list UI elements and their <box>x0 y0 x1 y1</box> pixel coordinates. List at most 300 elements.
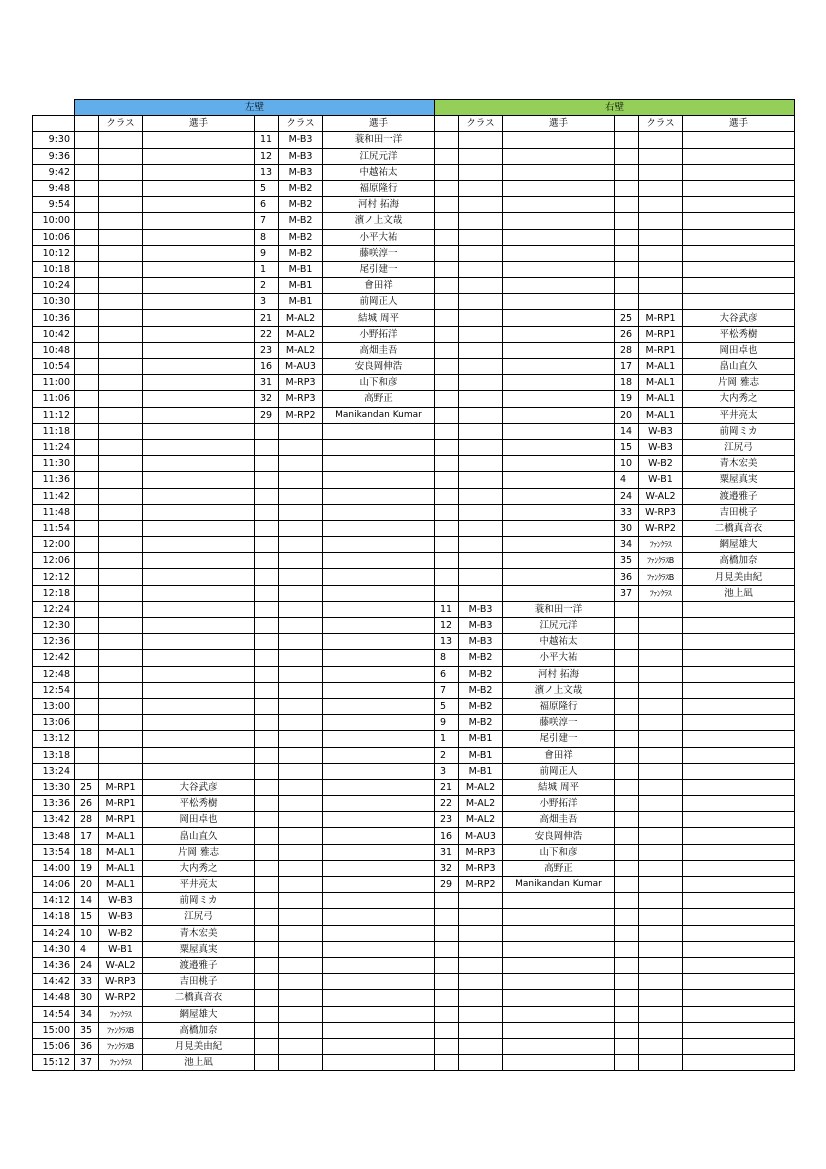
player-cell <box>323 731 435 747</box>
class-cell <box>639 715 683 731</box>
entry-number-cell <box>615 957 639 973</box>
player-header: 選手 <box>323 116 435 132</box>
entry-number-cell <box>615 229 639 245</box>
entry-number-cell: 7 <box>435 682 459 698</box>
class-cell: M-RP1 <box>639 342 683 358</box>
class-header: クラス <box>639 116 683 132</box>
class-cell <box>279 569 323 585</box>
entry-number-cell: 33 <box>75 974 99 990</box>
time-cell: 12:48 <box>33 666 75 682</box>
player-cell: 高畑圭吾 <box>323 342 435 358</box>
entry-number-cell <box>615 828 639 844</box>
entry-number-cell: 21 <box>255 310 279 326</box>
class-cell <box>99 553 143 569</box>
player-cell: 岡田卓也 <box>143 812 255 828</box>
entry-number-cell: 28 <box>75 812 99 828</box>
time-cell: 14:00 <box>33 860 75 876</box>
entry-number-cell <box>75 520 99 536</box>
entry-number-cell <box>75 715 99 731</box>
entry-number-cell <box>255 1006 279 1022</box>
time-cell: 10:00 <box>33 213 75 229</box>
time-cell: 15:12 <box>33 1055 75 1071</box>
table-row <box>33 1006 795 1022</box>
class-cell <box>639 747 683 763</box>
player-cell <box>683 990 795 1006</box>
class-cell: M-AL1 <box>639 375 683 391</box>
player-cell: 大谷武彦 <box>683 310 795 326</box>
player-cell <box>143 618 255 634</box>
time-cell: 11:12 <box>33 407 75 423</box>
player-cell <box>143 698 255 714</box>
class-cell: W-RP2 <box>99 990 143 1006</box>
class-cell: M-B3 <box>279 164 323 180</box>
table-row <box>33 132 795 148</box>
time-cell: 10:06 <box>33 229 75 245</box>
entry-number-cell <box>255 779 279 795</box>
class-cell <box>639 1006 683 1022</box>
player-cell <box>683 229 795 245</box>
entry-number-cell <box>255 990 279 1006</box>
entry-number-cell <box>255 796 279 812</box>
player-cell: 大谷武彦 <box>143 779 255 795</box>
entry-number-cell <box>75 472 99 488</box>
entry-number-cell <box>255 1055 279 1071</box>
class-cell <box>279 796 323 812</box>
class-cell <box>279 650 323 666</box>
time-cell: 12:06 <box>33 553 75 569</box>
class-cell: M-RP3 <box>459 844 503 860</box>
class-cell: M-AL2 <box>459 812 503 828</box>
player-cell <box>503 553 615 569</box>
time-cell: 11:24 <box>33 439 75 455</box>
class-cell <box>639 796 683 812</box>
player-cell <box>323 601 435 617</box>
class-cell: M-AL2 <box>459 796 503 812</box>
player-cell <box>503 1055 615 1071</box>
entry-number-cell <box>75 456 99 472</box>
class-cell <box>639 180 683 196</box>
player-cell <box>143 585 255 601</box>
table-row <box>33 180 795 196</box>
player-cell <box>143 488 255 504</box>
class-cell: M-AL1 <box>639 407 683 423</box>
entry-number-cell <box>435 520 459 536</box>
table-row <box>33 245 795 261</box>
player-header: 選手 <box>683 116 795 132</box>
class-cell: M-AL1 <box>99 860 143 876</box>
class-cell: ﾌｧﾝｸﾗｽB <box>639 553 683 569</box>
table-row <box>33 148 795 164</box>
player-cell: 畠山直久 <box>143 828 255 844</box>
number-header <box>255 116 279 132</box>
time-cell: 15:00 <box>33 1022 75 1038</box>
entry-number-cell <box>435 472 459 488</box>
class-cell <box>639 828 683 844</box>
table-row <box>33 796 795 812</box>
entry-number-cell <box>255 618 279 634</box>
player-cell <box>323 925 435 941</box>
player-cell <box>143 553 255 569</box>
class-cell <box>99 488 143 504</box>
entry-number-cell: 8 <box>435 650 459 666</box>
entry-number-cell <box>435 342 459 358</box>
player-cell <box>683 132 795 148</box>
entry-number-cell <box>75 585 99 601</box>
player-cell: 藤咲淳一 <box>323 245 435 261</box>
table-row <box>33 1038 795 1054</box>
player-cell: 畠山直久 <box>683 359 795 375</box>
class-cell: M-RP2 <box>279 407 323 423</box>
entry-number-cell: 20 <box>75 877 99 893</box>
entry-number-cell <box>255 553 279 569</box>
player-cell <box>323 472 435 488</box>
class-cell: M-AL2 <box>279 326 323 342</box>
time-cell: 11:48 <box>33 504 75 520</box>
entry-number-cell <box>435 941 459 957</box>
player-cell <box>323 860 435 876</box>
class-cell <box>459 310 503 326</box>
player-cell <box>683 828 795 844</box>
entry-number-cell <box>435 310 459 326</box>
wall-header-row <box>33 100 795 116</box>
table-row <box>33 957 795 973</box>
entry-number-cell <box>255 472 279 488</box>
entry-number-cell <box>255 634 279 650</box>
player-cell <box>683 747 795 763</box>
class-cell <box>279 472 323 488</box>
entry-number-cell <box>75 342 99 358</box>
time-cell: 14:42 <box>33 974 75 990</box>
table-row <box>33 391 795 407</box>
time-cell: 11:00 <box>33 375 75 391</box>
player-cell <box>503 375 615 391</box>
class-cell: M-B2 <box>459 650 503 666</box>
class-cell <box>279 779 323 795</box>
table-row <box>33 925 795 941</box>
table-row <box>33 197 795 213</box>
player-cell <box>683 682 795 698</box>
class-cell <box>99 569 143 585</box>
player-cell <box>503 423 615 439</box>
player-cell <box>503 1006 615 1022</box>
entry-number-cell: 15 <box>75 909 99 925</box>
class-cell <box>639 278 683 294</box>
entry-number-cell <box>435 278 459 294</box>
entry-number-cell <box>75 504 99 520</box>
class-cell: ﾌｧﾝｸﾗｽ <box>639 537 683 553</box>
entry-number-cell: 17 <box>615 359 639 375</box>
player-cell <box>503 326 615 342</box>
player-cell <box>143 180 255 196</box>
class-cell <box>639 909 683 925</box>
entry-number-cell: 22 <box>255 326 279 342</box>
time-cell: 13:48 <box>33 828 75 844</box>
entry-number-cell: 3 <box>435 763 459 779</box>
player-cell <box>503 1038 615 1054</box>
table-row <box>33 812 795 828</box>
class-cell <box>639 1055 683 1071</box>
entry-number-cell <box>255 698 279 714</box>
class-cell <box>279 715 323 731</box>
entry-number-cell: 32 <box>255 391 279 407</box>
class-cell: M-RP2 <box>459 877 503 893</box>
entry-number-cell <box>615 779 639 795</box>
class-cell: M-B1 <box>459 731 503 747</box>
entry-number-cell: 33 <box>615 504 639 520</box>
player-cell <box>683 618 795 634</box>
player-cell <box>323 520 435 536</box>
player-cell <box>503 278 615 294</box>
class-cell <box>279 990 323 1006</box>
table-row <box>33 407 795 423</box>
player-cell <box>143 747 255 763</box>
entry-number-cell: 12 <box>255 148 279 164</box>
entry-number-cell: 34 <box>75 1006 99 1022</box>
player-cell <box>323 666 435 682</box>
class-cell: M-AL1 <box>639 391 683 407</box>
class-cell <box>459 423 503 439</box>
player-cell: 池上凪 <box>143 1055 255 1071</box>
time-cell: 9:48 <box>33 180 75 196</box>
player-cell <box>143 423 255 439</box>
time-cell: 10:12 <box>33 245 75 261</box>
entry-number-cell <box>255 585 279 601</box>
player-cell: 藤咲淳一 <box>503 715 615 731</box>
class-cell <box>99 229 143 245</box>
player-cell <box>323 504 435 520</box>
entry-number-cell <box>75 488 99 504</box>
entry-number-cell <box>615 148 639 164</box>
player-cell: 片岡 雅志 <box>683 375 795 391</box>
table-row <box>33 278 795 294</box>
class-cell <box>99 520 143 536</box>
time-cell: 9:42 <box>33 164 75 180</box>
player-cell <box>323 423 435 439</box>
table-row <box>33 601 795 617</box>
entry-number-cell <box>615 666 639 682</box>
entry-number-cell: 16 <box>255 359 279 375</box>
time-cell: 12:42 <box>33 650 75 666</box>
entry-number-cell <box>75 601 99 617</box>
entry-number-cell <box>615 180 639 196</box>
player-cell <box>683 925 795 941</box>
player-cell <box>323 796 435 812</box>
class-cell <box>99 180 143 196</box>
table-row <box>33 164 795 180</box>
class-cell <box>459 245 503 261</box>
table-row <box>33 1055 795 1071</box>
class-cell <box>99 472 143 488</box>
player-cell: 蓑和田一洋 <box>503 601 615 617</box>
entry-number-cell: 29 <box>435 877 459 893</box>
entry-number-cell <box>615 909 639 925</box>
entry-number-cell <box>255 423 279 439</box>
class-cell <box>459 164 503 180</box>
player-cell <box>323 537 435 553</box>
class-cell: W-AL2 <box>99 957 143 973</box>
entry-number-cell <box>75 682 99 698</box>
entry-number-cell <box>615 278 639 294</box>
player-cell <box>503 957 615 973</box>
player-cell <box>683 812 795 828</box>
class-cell: M-B1 <box>459 747 503 763</box>
entry-number-cell <box>435 261 459 277</box>
class-cell <box>459 1006 503 1022</box>
table-row <box>33 326 795 342</box>
player-cell: 吉田桃子 <box>683 504 795 520</box>
player-cell <box>503 229 615 245</box>
player-cell <box>683 957 795 973</box>
entry-number-cell <box>615 634 639 650</box>
player-cell: 高橋加奈 <box>683 553 795 569</box>
class-cell: M-AL1 <box>99 828 143 844</box>
class-cell <box>459 974 503 990</box>
entry-number-cell <box>255 747 279 763</box>
class-cell: M-B1 <box>279 278 323 294</box>
entry-number-cell <box>75 261 99 277</box>
player-cell: 吉田桃子 <box>143 974 255 990</box>
time-cell: 15:06 <box>33 1038 75 1054</box>
class-cell <box>639 245 683 261</box>
class-cell <box>639 132 683 148</box>
time-cell: 12:24 <box>33 601 75 617</box>
class-cell <box>279 618 323 634</box>
table-row <box>33 504 795 520</box>
entry-number-cell: 22 <box>435 796 459 812</box>
player-cell <box>143 342 255 358</box>
class-cell <box>639 1038 683 1054</box>
player-cell <box>143 164 255 180</box>
class-cell <box>279 520 323 536</box>
class-cell <box>639 731 683 747</box>
table-row <box>33 941 795 957</box>
class-cell <box>459 278 503 294</box>
time-cell: 13:54 <box>33 844 75 860</box>
player-cell <box>323 828 435 844</box>
entry-number-cell <box>435 148 459 164</box>
player-cell <box>323 1038 435 1054</box>
entry-number-cell <box>255 601 279 617</box>
entry-number-cell <box>615 213 639 229</box>
class-cell <box>99 731 143 747</box>
table-row <box>33 763 795 779</box>
class-cell: W-RP3 <box>99 974 143 990</box>
class-cell <box>639 941 683 957</box>
player-cell <box>683 893 795 909</box>
class-cell <box>99 456 143 472</box>
player-cell <box>323 941 435 957</box>
entry-number-cell <box>75 634 99 650</box>
entry-number-cell <box>75 407 99 423</box>
player-cell <box>143 148 255 164</box>
entry-number-cell <box>435 1006 459 1022</box>
player-cell <box>323 747 435 763</box>
entry-number-cell <box>615 747 639 763</box>
class-cell: ﾌｧﾝｸﾗｽ <box>99 1055 143 1071</box>
class-cell: M-RP1 <box>99 812 143 828</box>
table-row <box>33 682 795 698</box>
entry-number-cell: 7 <box>255 213 279 229</box>
class-cell <box>459 375 503 391</box>
entry-number-cell: 13 <box>435 634 459 650</box>
entry-number-cell <box>615 1006 639 1022</box>
entry-number-cell: 25 <box>615 310 639 326</box>
class-cell: M-B3 <box>459 601 503 617</box>
class-cell <box>279 1055 323 1071</box>
class-cell: M-RP3 <box>279 375 323 391</box>
entry-number-cell <box>615 990 639 1006</box>
class-cell <box>639 634 683 650</box>
class-cell <box>279 682 323 698</box>
class-cell <box>99 294 143 310</box>
entry-number-cell <box>615 974 639 990</box>
table-row <box>33 585 795 601</box>
player-cell <box>683 180 795 196</box>
player-cell <box>143 650 255 666</box>
player-cell: 結城 周平 <box>503 779 615 795</box>
class-cell <box>639 860 683 876</box>
class-cell <box>639 763 683 779</box>
class-cell <box>99 164 143 180</box>
player-cell: 二橋真音衣 <box>683 520 795 536</box>
entry-number-cell <box>255 925 279 941</box>
class-cell <box>459 893 503 909</box>
class-cell: M-RP1 <box>639 326 683 342</box>
player-cell: 粟屋真実 <box>683 472 795 488</box>
class-cell: M-B1 <box>279 261 323 277</box>
class-cell: M-B3 <box>459 634 503 650</box>
class-cell: M-AU3 <box>459 828 503 844</box>
player-cell <box>683 164 795 180</box>
class-cell <box>279 909 323 925</box>
schedule-body <box>33 132 795 1071</box>
entry-number-cell <box>255 715 279 731</box>
table-row <box>33 909 795 925</box>
class-cell <box>99 245 143 261</box>
player-cell <box>323 456 435 472</box>
player-cell: 網屋雄大 <box>683 537 795 553</box>
entry-number-cell: 24 <box>75 957 99 973</box>
player-cell: 江尻弓 <box>683 439 795 455</box>
player-cell: 渡邉雅子 <box>683 488 795 504</box>
time-cell: 14:18 <box>33 909 75 925</box>
player-cell <box>323 974 435 990</box>
class-cell: ﾌｧﾝｸﾗｽB <box>639 569 683 585</box>
entry-number-cell <box>435 1055 459 1071</box>
entry-number-cell <box>615 132 639 148</box>
entry-number-cell: 18 <box>75 844 99 860</box>
player-cell <box>683 1022 795 1038</box>
time-cell: 14:30 <box>33 941 75 957</box>
player-cell <box>143 439 255 455</box>
entry-number-cell: 11 <box>255 132 279 148</box>
entry-number-cell <box>75 763 99 779</box>
entry-number-cell <box>255 1022 279 1038</box>
class-cell: ﾌｧﾝｸﾗｽ <box>99 1006 143 1022</box>
entry-number-cell <box>615 941 639 957</box>
player-cell: 片岡 雅志 <box>143 844 255 860</box>
table-row <box>33 310 795 326</box>
player-cell <box>143 375 255 391</box>
player-cell <box>503 974 615 990</box>
entry-number-cell <box>255 439 279 455</box>
entry-number-cell <box>75 326 99 342</box>
class-cell: M-B1 <box>459 763 503 779</box>
entry-number-cell: 37 <box>615 585 639 601</box>
entry-number-cell <box>435 990 459 1006</box>
entry-number-cell <box>615 844 639 860</box>
table-row <box>33 359 795 375</box>
